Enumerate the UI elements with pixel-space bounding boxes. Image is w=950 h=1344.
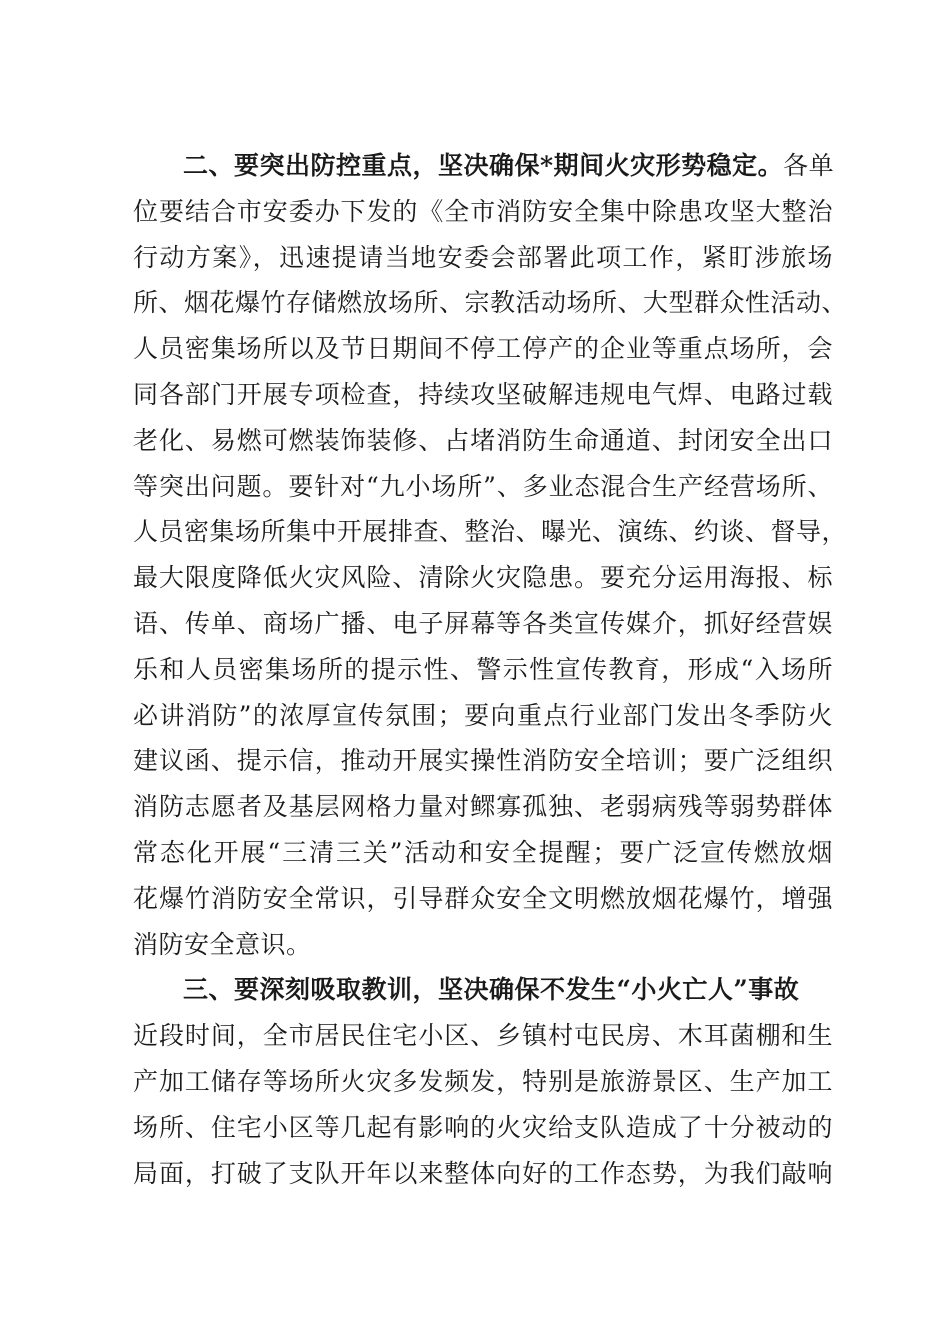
paragraph-line: 人员密集场所集中开展排查、整治、曝光、演练、约谈、督导， — [133, 517, 848, 547]
paragraph-line: 等突出问题。要针对“九小场所”、多业态混合生产经营场所、 — [133, 471, 833, 501]
paragraph-line — [133, 143, 833, 189]
paragraph-line: 行动方案》，迅速提请当地安委会部署此项工作，紧盯涉旅场 — [133, 242, 833, 272]
paragraph-text: 各单 — [783, 151, 835, 180]
paragraph-line: 消防安全意识。 — [133, 929, 312, 959]
section-heading: 三、要深刻吸取教训，坚决确保不发生“小火亡人”事故 — [183, 975, 800, 1005]
paragraph-line: 同各部门开展专项检查，持续攻坚破解违规电气焊、电路过载 — [133, 379, 833, 409]
paragraph-line: 语、传单、商场广播、电子屏幕等各类宣传媒介，抓好经营娱 — [133, 608, 833, 638]
paragraph-line: 位要结合市安委办下发的《全市消防安全集中除患攻坚大整治 — [133, 196, 833, 226]
paragraph-line: 近段时间，全市居民住宅小区、乡镇村屯民房、木耳菌棚和生 — [133, 1021, 833, 1051]
paragraph-line: 所、烟花爆竹存储燃放场所、宗教活动场所、大型群众性活动、 — [133, 288, 848, 318]
paragraph-line: 老化、易燃可燃装饰装修、占堵消防生命通道、封闭安全出口 — [133, 425, 833, 455]
paragraph-line: 人员密集场所以及节日期间不停工停产的企业等重点场所，会 — [133, 334, 833, 364]
paragraph-line: 花爆竹消防安全常识，引导群众安全文明燃放烟花爆竹，增强 — [133, 883, 833, 913]
paragraph-line: 最大限度降低火灾风险、清除火灾隐患。要充分运用海报、标 — [133, 563, 833, 593]
paragraph-line: 常态化开展“三清三关”活动和安全提醒；要广泛宣传燃放烟 — [133, 837, 833, 867]
paragraph-line: 局面，打破了支队开年以来整体向好的工作态势，为我们敲响 — [133, 1158, 833, 1188]
document-body — [133, 143, 848, 1196]
paragraph-line: 必讲消防”的浓厚宣传氛围；要向重点行业部门发出冬季防火 — [133, 700, 833, 730]
paragraph-line: 乐和人员密集场所的提示性、警示性宣传教育，形成“入场所 — [133, 654, 833, 684]
paragraph-line: 产加工储存等场所火灾多发频发，特别是旅游景区、生产加工 — [133, 1066, 833, 1096]
section-heading: 二、要突出防控重点，坚决确保*期间火灾形势稳定。 — [183, 151, 784, 180]
paragraph-line: 场所、住宅小区等几起有影响的火灾给支队造成了十分被动的 — [133, 1112, 833, 1142]
paragraph-line: 建议函、提示信，推动开展实操性消防安全培训；要广泛组织 — [133, 746, 833, 776]
paragraph-line: 消防志愿者及基层网格力量对鳏寡孤独、老弱病残等弱势群体 — [133, 792, 833, 822]
